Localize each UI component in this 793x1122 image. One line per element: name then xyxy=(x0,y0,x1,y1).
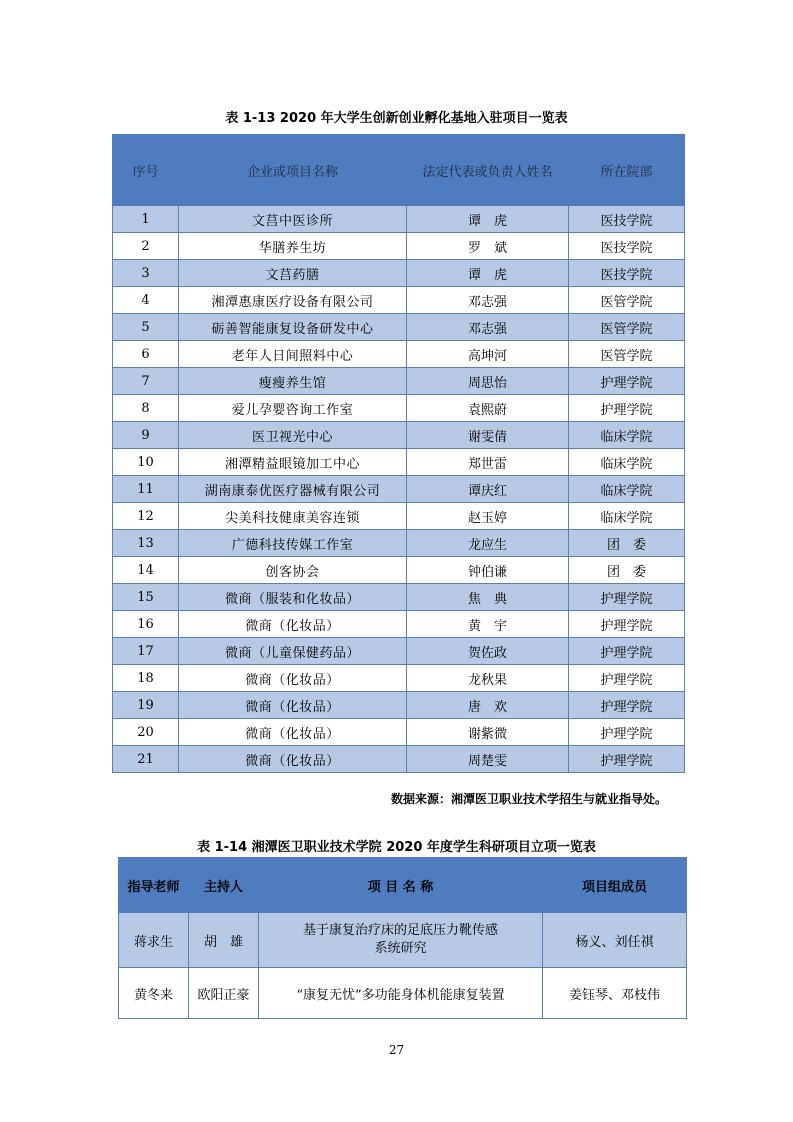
table-cell: 微商（儿童保健药品） xyxy=(179,638,407,665)
table-cell: 护理学院 xyxy=(569,719,685,746)
table-cell: 湘潭精益眼镜加工中心 xyxy=(179,449,407,476)
table-cell: 护理学院 xyxy=(569,638,685,665)
research-projects-table xyxy=(118,857,687,1019)
table-cell: 黄冬来 xyxy=(119,968,189,1019)
table-cell: 微商（化妆品） xyxy=(179,611,407,638)
table-cell: 微商（化妆品） xyxy=(179,746,407,773)
table-cell: 医管学院 xyxy=(569,287,685,314)
table-cell: 焦 典 xyxy=(407,584,569,611)
table-row xyxy=(113,206,685,233)
column-header: 项目组成员 xyxy=(543,858,687,913)
table-cell: 17 xyxy=(113,638,179,665)
table-cell: 尖美科技健康美容连锁 xyxy=(179,503,407,530)
column-header: 序号 xyxy=(113,135,179,206)
table-row xyxy=(113,611,685,638)
table-cell: 微商（化妆品） xyxy=(179,719,407,746)
table-row xyxy=(113,395,685,422)
table-row xyxy=(113,260,685,287)
table-row xyxy=(113,341,685,368)
table-cell: 爱儿孕婴咨询工作室 xyxy=(179,395,407,422)
table-cell: 谢紫微 xyxy=(407,719,569,746)
table-cell: 临床学院 xyxy=(569,422,685,449)
table-cell: 护理学院 xyxy=(569,692,685,719)
table-cell: 龙应生 xyxy=(407,530,569,557)
table-cell: 医技学院 xyxy=(569,233,685,260)
table-cell: 谢雯倩 xyxy=(407,422,569,449)
table-cell: 医管学院 xyxy=(569,341,685,368)
table-row xyxy=(113,233,685,260)
table-cell: 赵玉婷 xyxy=(407,503,569,530)
table-header-row xyxy=(113,135,685,206)
table-cell: 8 xyxy=(113,395,179,422)
table-row xyxy=(113,476,685,503)
column-header: 所在院部 xyxy=(569,135,685,206)
table-cell: 邓志强 xyxy=(407,287,569,314)
incubator-projects-table xyxy=(112,134,685,773)
column-header: 企业或项目名称 xyxy=(179,135,407,206)
table-cell: 创客协会 xyxy=(179,557,407,584)
table-row xyxy=(113,314,685,341)
table-cell: 团 委 xyxy=(569,530,685,557)
table-cell: 14 xyxy=(113,557,179,584)
table-cell: 欧阳正豪 xyxy=(189,968,259,1019)
table-cell: 1 xyxy=(113,206,179,233)
table-cell: 7 xyxy=(113,368,179,395)
table-header-row xyxy=(119,858,687,913)
table-row xyxy=(113,503,685,530)
table-cell: 罗 斌 xyxy=(407,233,569,260)
table-cell: 12 xyxy=(113,503,179,530)
table-cell: 13 xyxy=(113,530,179,557)
table-row xyxy=(113,692,685,719)
table-row xyxy=(113,719,685,746)
table-cell: 袁熙蔚 xyxy=(407,395,569,422)
column-header: 指导老师 xyxy=(119,858,189,913)
table-cell: 谭庆红 xyxy=(407,476,569,503)
table-row xyxy=(113,665,685,692)
table-cell: 9 xyxy=(113,422,179,449)
table-cell: 黄 宇 xyxy=(407,611,569,638)
table2-caption: 表 1-14 湘潭医卫职业技术学院 2020 年度学生科研项目立项一览表 xyxy=(197,840,596,855)
table-cell: 临床学院 xyxy=(569,503,685,530)
table-cell: 护理学院 xyxy=(569,368,685,395)
table-row xyxy=(119,913,687,968)
table-cell: 护理学院 xyxy=(569,665,685,692)
table-cell: 唐 欢 xyxy=(407,692,569,719)
table-cell: 姜钰琴、邓枝伟 xyxy=(543,968,687,1019)
column-header: 主持人 xyxy=(189,858,259,913)
table-cell: 15 xyxy=(113,584,179,611)
table-cell: 湖南康泰优医疗器械有限公司 xyxy=(179,476,407,503)
table-cell: 周楚雯 xyxy=(407,746,569,773)
table-cell: 贺佐政 xyxy=(407,638,569,665)
table-cell: 医管学院 xyxy=(569,314,685,341)
table-cell: 护理学院 xyxy=(569,611,685,638)
table-cell: 21 xyxy=(113,746,179,773)
table-cell: 文莒药膳 xyxy=(179,260,407,287)
table-cell: 团 委 xyxy=(569,557,685,584)
table-cell: 临床学院 xyxy=(569,476,685,503)
table-cell: 3 xyxy=(113,260,179,287)
table-row xyxy=(113,422,685,449)
table-cell: 胡 雄 xyxy=(189,913,259,968)
table-row xyxy=(113,530,685,557)
table-row xyxy=(113,746,685,773)
table-cell: 16 xyxy=(113,611,179,638)
table-row xyxy=(119,968,687,1019)
table-cell: 6 xyxy=(113,341,179,368)
column-header: 项 目 名 称 xyxy=(259,858,543,913)
table-cell: 护理学院 xyxy=(569,746,685,773)
table-cell: 5 xyxy=(113,314,179,341)
table-cell: 谭 虎 xyxy=(407,206,569,233)
table-row xyxy=(113,368,685,395)
table-cell: 基于康复治疗床的足底压力靴传感系统研究 xyxy=(259,913,543,968)
table-row xyxy=(113,584,685,611)
table-cell: 微商（化妆品） xyxy=(179,692,407,719)
table-cell: 10 xyxy=(113,449,179,476)
table-cell: 11 xyxy=(113,476,179,503)
table-cell: 医卫视光中心 xyxy=(179,422,407,449)
table-cell: 微商（服装和化妆品） xyxy=(179,584,407,611)
table-cell: 郑世雷 xyxy=(407,449,569,476)
table-cell: 谭 虎 xyxy=(407,260,569,287)
table-cell: 护理学院 xyxy=(569,395,685,422)
table-cell: 砺善智能康复设备研发中心 xyxy=(179,314,407,341)
table-cell: 文莒中医诊所 xyxy=(179,206,407,233)
page-number: 27 xyxy=(388,1043,405,1057)
table-cell: 瘦瘦养生馆 xyxy=(179,368,407,395)
table-cell: 蒋求生 xyxy=(119,913,189,968)
table-row xyxy=(113,287,685,314)
table-row xyxy=(113,449,685,476)
table-cell: 广德科技传媒工作室 xyxy=(179,530,407,557)
table-cell: 护理学院 xyxy=(569,584,685,611)
table-cell: 4 xyxy=(113,287,179,314)
table-cell: 18 xyxy=(113,665,179,692)
table-cell: 医技学院 xyxy=(569,260,685,287)
data-source-note: 数据来源：湘潭医卫职业技术学招生与就业指导处。 xyxy=(390,792,667,806)
table-cell: 华膳养生坊 xyxy=(179,233,407,260)
table-cell: 高坤河 xyxy=(407,341,569,368)
table-row xyxy=(113,557,685,584)
table-cell: 19 xyxy=(113,692,179,719)
table-cell: 周思怡 xyxy=(407,368,569,395)
table-cell: 20 xyxy=(113,719,179,746)
table-cell: 杨义、刘任祺 xyxy=(543,913,687,968)
table1-caption: 表 1-13 2020 年大学生创新创业孵化基地入驻项目一览表 xyxy=(225,111,568,126)
table-row xyxy=(113,638,685,665)
column-header: 法定代表或负责人姓名 xyxy=(407,135,569,206)
table-cell: 钟伯谦 xyxy=(407,557,569,584)
table-cell: 临床学院 xyxy=(569,449,685,476)
table-cell: 医技学院 xyxy=(569,206,685,233)
table-cell: 老年人日间照料中心 xyxy=(179,341,407,368)
table-cell: 邓志强 xyxy=(407,314,569,341)
table-cell: 2 xyxy=(113,233,179,260)
table-cell: “康复无忧”多功能身体机能康复装置 xyxy=(259,968,543,1019)
table-cell: 湘潭惠康医疗设备有限公司 xyxy=(179,287,407,314)
table-cell: 微商（化妆品） xyxy=(179,665,407,692)
table-cell: 龙秋果 xyxy=(407,665,569,692)
